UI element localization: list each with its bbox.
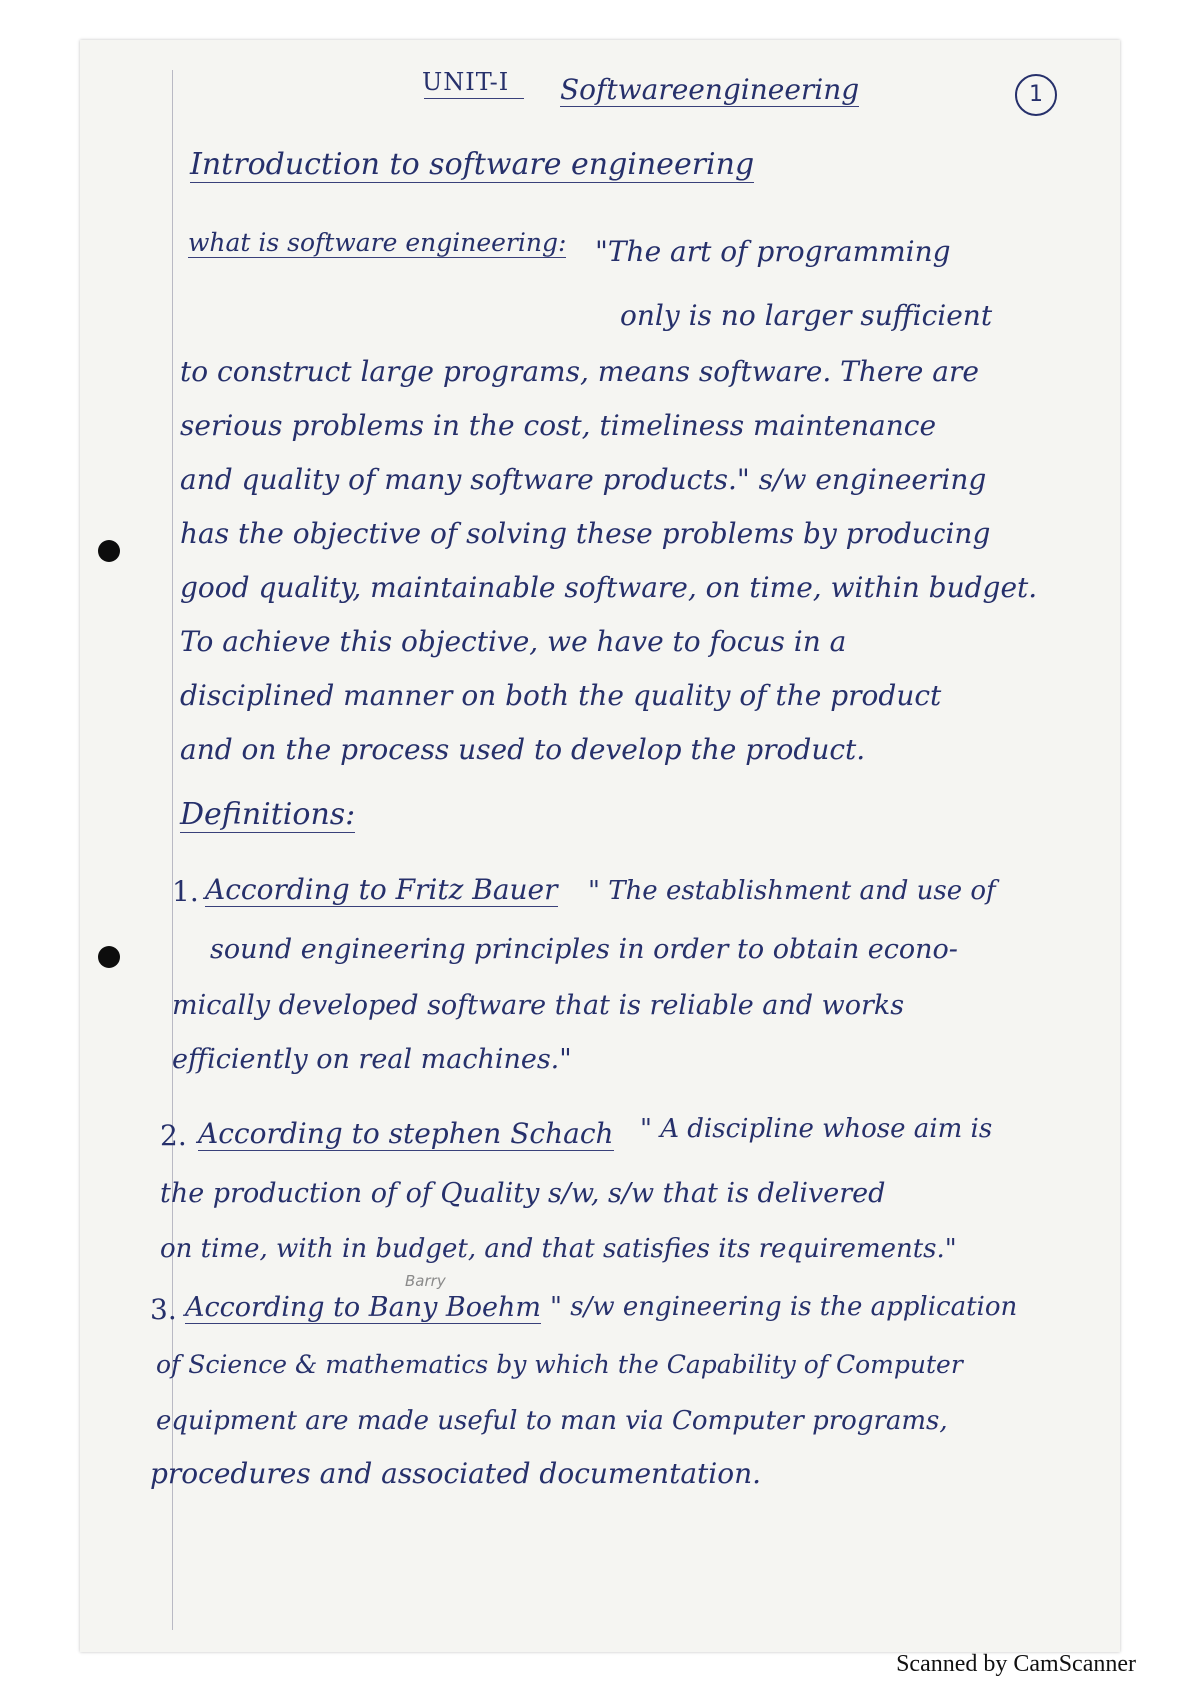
intro-line: To achieve this objective, we have to focus in a [180, 625, 847, 658]
definition-line: on time, with in budget, and that satisfies its requirements." [160, 1234, 957, 1264]
definition-line: mically developed software that is reliable and works [172, 990, 905, 1021]
definition-number: 1. [172, 875, 199, 908]
intro-line: has the objective of solving these problems by producing [180, 517, 991, 550]
scanner-watermark: Scanned by CamScanner [896, 1651, 1136, 1677]
definition-line: equipment are made useful to man via Computer programs, [156, 1406, 948, 1436]
definition-line: " s/w engineering is the application [550, 1292, 1018, 1322]
intro-line: and on the process used to develop the product. [180, 733, 866, 766]
intro-heading: Introduction to software engineering [190, 147, 755, 182]
definition-source: According to Bany Boehm [185, 1292, 541, 1323]
punch-hole [98, 946, 120, 968]
intro-line: "The art of programming [595, 235, 951, 268]
punch-hole [98, 540, 120, 562]
definition-line: " The establishment and use of [588, 876, 996, 906]
definition-line: the production of of Quality s/w, s/w that is delivered [160, 1178, 886, 1209]
definition-line: procedures and associated documentation. [150, 1457, 762, 1490]
intro-line: good quality, maintainable software, on time, within budget. [180, 571, 1038, 604]
intro-question: what is software engineering: [188, 228, 567, 257]
definitions-heading: Definitions: [180, 797, 356, 832]
definition-number: 2. [160, 1119, 187, 1152]
definition-line: sound engineering principles in order to obtain econo- [210, 934, 958, 965]
unit-underline [424, 98, 524, 99]
definition-line: of Science & mathematics by which the Capability of Computer [156, 1350, 963, 1379]
definition-number: 3. [150, 1293, 177, 1326]
definition-line: efficiently on real machines." [172, 1044, 572, 1075]
definition-source: According to Fritz Bauer [205, 873, 558, 906]
notebook-page [80, 40, 1120, 1652]
margin-line [172, 70, 173, 1630]
intro-line: to construct large programs, means software. There are [180, 355, 979, 388]
pencil-correction: Barry [405, 1272, 446, 1290]
page-number: 1 [1015, 74, 1057, 116]
intro-line: disciplined manner on both the quality of the product [180, 679, 942, 712]
subject-title: Softwareengineering [560, 73, 860, 106]
definition-source: According to stephen Schach [198, 1117, 614, 1150]
intro-line: only is no larger sufficient [620, 299, 993, 332]
unit-label: UNIT-I [422, 68, 510, 96]
definition-line: " A discipline whose aim is [640, 1114, 993, 1144]
intro-line: serious problems in the cost, timeliness maintenance [180, 409, 937, 442]
intro-line: and quality of many software products." s/w engineering [180, 463, 987, 496]
